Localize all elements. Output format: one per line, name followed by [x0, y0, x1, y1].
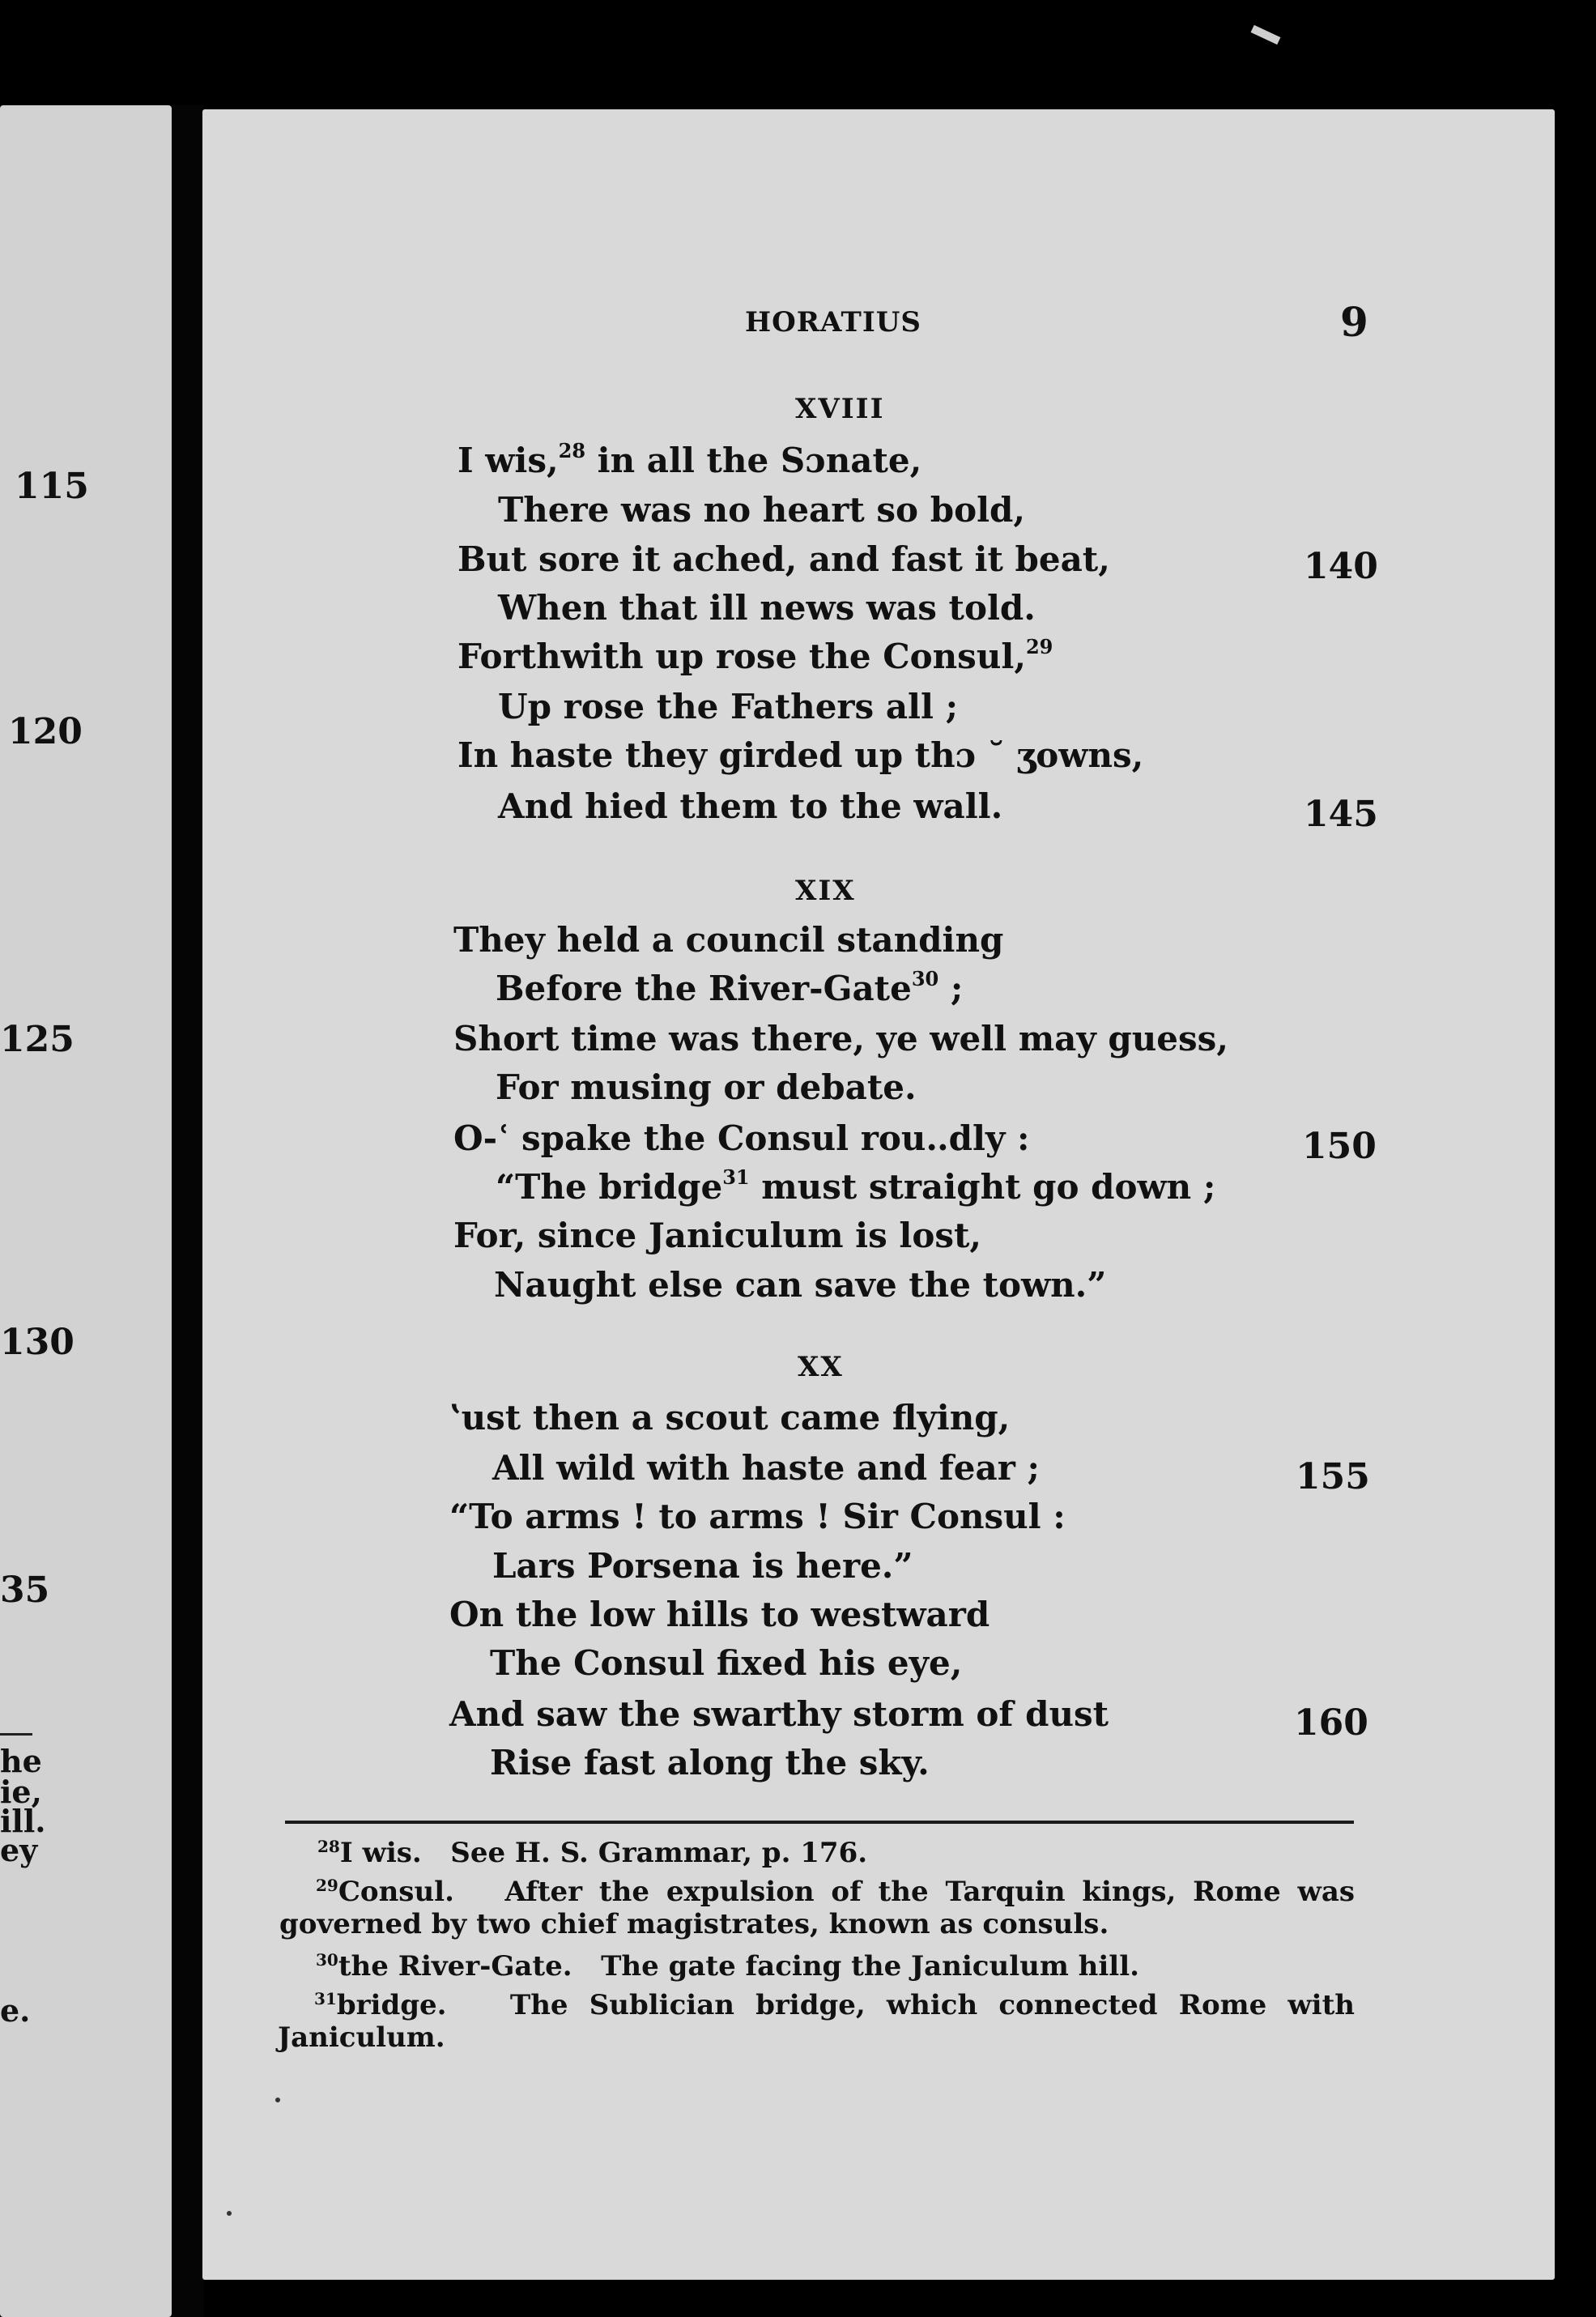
- verse-line: Up rose the Fathers all ;: [498, 687, 959, 726]
- stanza-number: XVIII: [795, 393, 885, 425]
- verse-line: Before the River-Gate$^{30}$ ;: [496, 967, 964, 1008]
- stanza-number: XIX: [795, 875, 856, 907]
- left-fragment: ey: [0, 1832, 38, 1868]
- verse-line: For musing or debate.: [496, 1067, 917, 1107]
- footnote: [278, 1989, 1355, 2054]
- verse-line: O‐ʿ spake the Consul rou‥dly :: [453, 1118, 1030, 1158]
- scan-speck: [227, 2211, 232, 2216]
- left-footnote-rule: [0, 1733, 32, 1736]
- verse-line: On the low hills to westward: [449, 1595, 990, 1634]
- left-fragment: e.: [0, 1992, 31, 2029]
- left-line-number: 120: [8, 711, 83, 752]
- verse-line: Short time was there, ye well may guess,: [453, 1019, 1228, 1058]
- left-fragment: ill.: [0, 1803, 46, 1839]
- verse-line: The Consul fixed his eye,: [490, 1643, 963, 1683]
- verse-line: Naught else can save the town.”: [494, 1265, 1107, 1305]
- footnote-term: the River-Gate.: [338, 1950, 572, 1983]
- page-number: 9: [1340, 298, 1368, 346]
- footnote: [317, 1837, 1354, 1869]
- verse-line: All wild with haste and fear ;: [492, 1448, 1040, 1488]
- verse-line: Forthwith up rose the Consul,$^{29}$: [458, 635, 1053, 676]
- footnote-rule: [285, 1821, 1354, 1824]
- line-number: 150: [1302, 1126, 1377, 1167]
- left-line-number: 125: [0, 1019, 74, 1060]
- line-number: 155: [1296, 1456, 1370, 1497]
- left-line-number: 115: [15, 466, 89, 507]
- left-line-number: 35: [0, 1570, 50, 1611]
- verse-line: And hied them to the wall.: [498, 786, 1003, 826]
- verse-line: Rise fast along the sky.: [490, 1743, 930, 1782]
- verse-line: In haste they girded up thɔ ˘ ʒowns,: [458, 735, 1144, 775]
- scan-artifact: [1251, 25, 1281, 45]
- verse-line: But sore it ached, and fast it beat,: [458, 539, 1110, 579]
- footnote-number: 28: [317, 1837, 340, 1856]
- binding-gutter: [172, 105, 204, 2317]
- verse-line: “To arms ! to arms ! Sir Consul :: [449, 1497, 1066, 1536]
- stanza-number: XX: [798, 1351, 844, 1383]
- left-fragment: ie,: [0, 1774, 42, 1810]
- footnote-number: 29: [316, 1876, 338, 1895]
- footnote-text: The gate facing the Janiculum hill.: [601, 1950, 1139, 1983]
- footnote: [316, 1950, 1352, 1983]
- footnote-ref: 31: [722, 1165, 750, 1189]
- scan-speck: [275, 2098, 280, 2102]
- line-number: 145: [1304, 794, 1378, 835]
- verse-line: Lars Porsena is here.”: [492, 1546, 913, 1586]
- footnote-term: I wis.: [339, 1837, 422, 1869]
- footnote-ref: 30: [911, 967, 939, 990]
- footnote-ref: 29: [1025, 635, 1053, 658]
- line-number: 160: [1294, 1702, 1368, 1744]
- scan-border: [1555, 0, 1596, 2317]
- verse-line: They held a council standing: [453, 920, 1004, 960]
- verse-line: And saw the swarthy storm of dust: [449, 1694, 1109, 1734]
- verse-line: I wis,$^{28}$ in all the Sɔnate,: [458, 439, 922, 480]
- footnote-text: The Sublician bridge, which connected Rome with Janiculum.: [278, 1989, 1356, 2054]
- verse-line: When that ill news was told.: [498, 588, 1036, 628]
- left-fragment: he: [0, 1743, 42, 1779]
- footnote-ref: 28: [558, 439, 586, 462]
- verse-line: There was no heart so bold,: [498, 490, 1026, 530]
- line-number: 140: [1304, 546, 1378, 587]
- footnote-term: bridge.: [336, 1989, 447, 2021]
- footnote-term: Consul.: [338, 1876, 454, 1908]
- verse-line: “The bridge$^{31}$ must straight go down ;: [496, 1165, 1216, 1207]
- running-header: HORATIUS: [745, 306, 921, 339]
- verse-line: ʽust then a scout came flying,: [449, 1398, 1011, 1437]
- footnote-text: After the expulsion of the Tarquin kings, Rome was governed by two chief magistrates, known as consuls.: [279, 1876, 1355, 1940]
- footnote-text: See H. S. Grammar, p. 176.: [450, 1837, 868, 1869]
- footnote: [279, 1876, 1355, 1940]
- left-line-number: 130: [0, 1322, 74, 1363]
- left-page: [0, 105, 172, 2317]
- footnote-number: 30: [316, 1950, 338, 1970]
- verse-line: For, since Janiculum is lost,: [453, 1216, 982, 1255]
- footnote-number: 31: [314, 1989, 337, 2008]
